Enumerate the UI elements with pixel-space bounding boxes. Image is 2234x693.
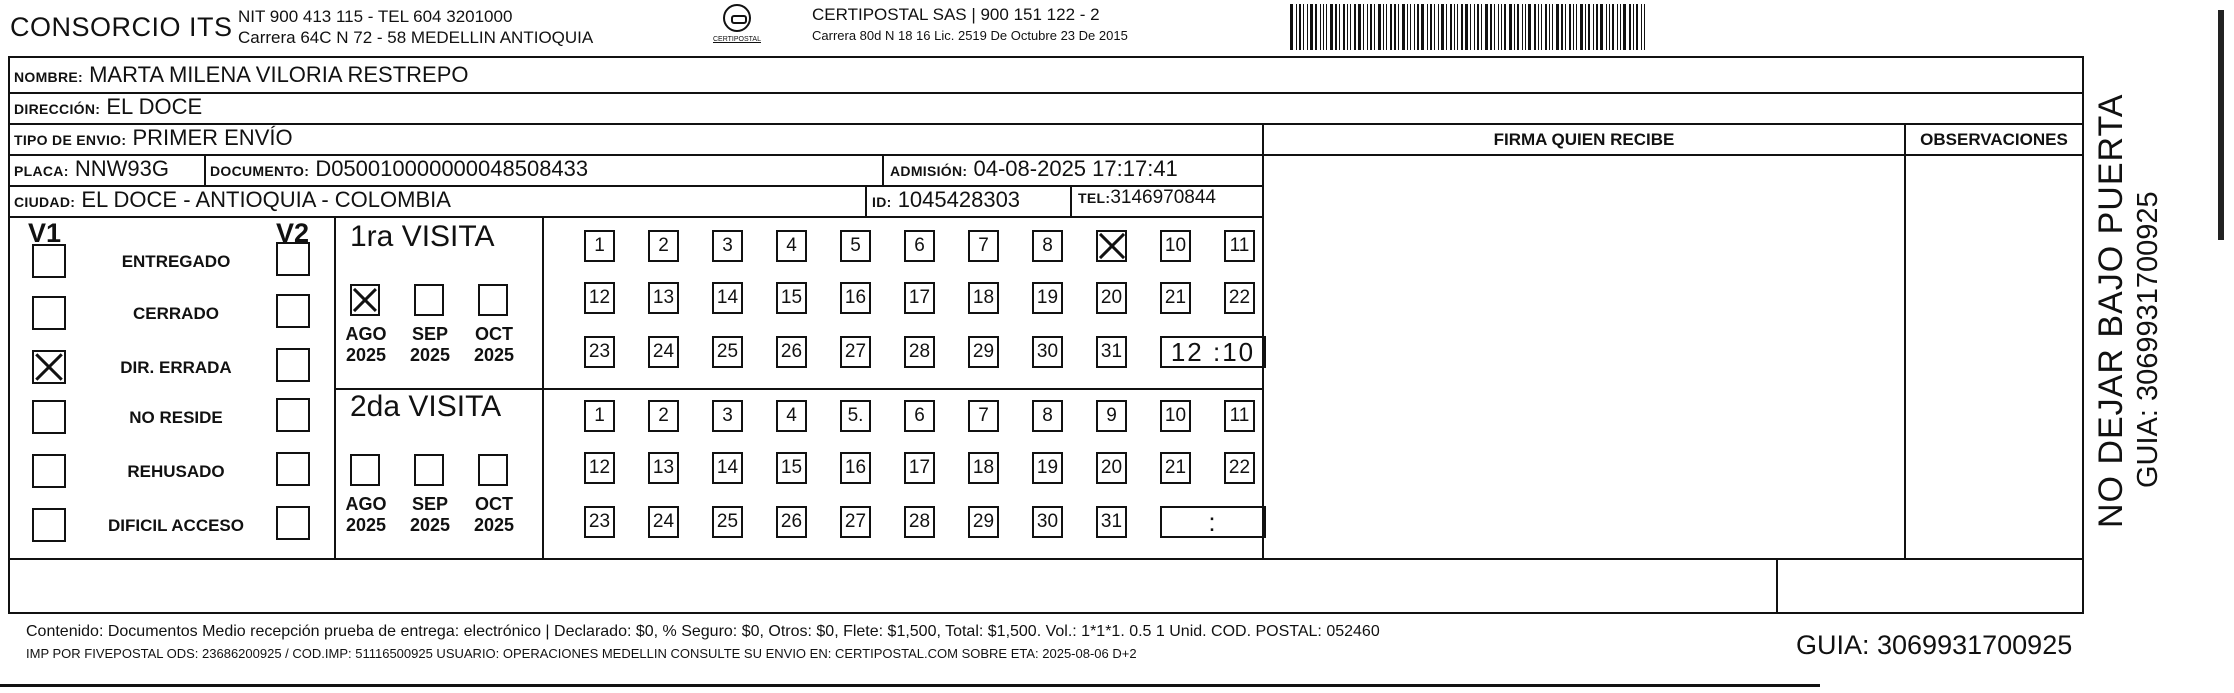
day-box[interactable]: 22 <box>1224 282 1255 314</box>
barcode-bar <box>1541 4 1542 50</box>
no-dejar-notice: NO DEJAR BAJO PUERTA <box>2092 93 2130 528</box>
nombre-label: NOMBRE: <box>14 69 83 85</box>
barcode-bar <box>1378 4 1381 50</box>
tipo-envio-value: PRIMER ENVÍO <box>132 125 293 150</box>
v2-checkbox[interactable] <box>276 294 310 328</box>
day-box[interactable]: 17 <box>904 282 935 314</box>
barcode-bar <box>1485 4 1488 50</box>
nombre-field <box>14 62 469 88</box>
barcode-bar <box>1390 4 1392 50</box>
barcode-bar <box>1504 4 1506 50</box>
barcode-bar <box>1477 4 1479 50</box>
day-box[interactable]: 10 <box>1160 230 1191 262</box>
placa-label: PLACA: <box>14 163 69 179</box>
v2-checkbox[interactable] <box>276 452 310 486</box>
day-box[interactable]: 11 <box>1224 230 1255 262</box>
documento-value: D050010000000048508433 <box>315 156 589 181</box>
status-label: DIR. ERRADA <box>120 358 232 377</box>
barcode-bar <box>1522 4 1523 50</box>
day-box[interactable]: 18 <box>968 282 999 314</box>
barcode-bar <box>1350 4 1351 50</box>
barcode-bar <box>1534 4 1536 50</box>
barcode-bar <box>1398 4 1399 50</box>
visit-title: 2da VISITA <box>350 390 502 423</box>
day-box[interactable]: 15 <box>776 282 807 314</box>
tipo-envio-label: TIPO DE ENVIO: <box>14 132 127 148</box>
barcode-bar <box>1461 4 1463 50</box>
barcode-bar <box>1310 4 1313 50</box>
company-name: CONSORCIO ITS <box>10 12 233 42</box>
id-field <box>872 187 1020 213</box>
month-caption <box>466 494 522 536</box>
barcode-bar <box>1538 4 1539 50</box>
month-caption <box>466 324 522 366</box>
day-box[interactable]: 6 <box>904 230 935 262</box>
admision-field <box>890 156 1178 182</box>
col-divider <box>1776 558 1778 612</box>
col-divider <box>542 216 544 558</box>
barcode-bar <box>1430 4 1432 50</box>
barcode-bar <box>1446 4 1447 50</box>
day-box[interactable]: 29 <box>968 336 999 368</box>
status-label: DIFICIL ACCESO <box>107 516 244 535</box>
logo-emblem-icon <box>723 4 751 32</box>
day-box[interactable]: 6 <box>904 400 935 432</box>
day-box[interactable]: 8 <box>1032 230 1063 262</box>
carrier-info <box>812 4 1128 46</box>
barcode-bar <box>1636 4 1638 50</box>
barcode-bar <box>1320 4 1321 50</box>
row-divider <box>1262 154 2082 156</box>
year-label: 2025 <box>409 515 451 535</box>
barcode-bar <box>1354 4 1356 50</box>
barcode-bar <box>1528 4 1531 50</box>
day-box[interactable]: 18 <box>968 452 999 484</box>
day-box[interactable]: 28 <box>904 506 935 538</box>
day-box[interactable]: 12 <box>584 282 615 314</box>
barcode-bar <box>1585 4 1586 50</box>
month-label: OCT <box>475 324 513 344</box>
barcode-bar <box>1517 4 1519 50</box>
v1-checkbox[interactable] <box>32 400 66 434</box>
barcode-bar <box>1569 4 1571 50</box>
row-divider <box>10 92 2082 94</box>
id-label: ID: <box>872 194 892 210</box>
day-box[interactable]: 19 <box>1032 282 1063 314</box>
barcode-bar <box>1606 4 1607 50</box>
barcode-bar <box>1465 4 1468 50</box>
admision-value: 04-08-2025 17:17:41 <box>973 156 1178 181</box>
day-box[interactable]: 23 <box>584 336 615 368</box>
day-box[interactable]: 24 <box>648 336 679 368</box>
side-notice <box>2086 88 2226 528</box>
month-checkbox[interactable] <box>350 454 380 486</box>
barcode-bar <box>1347 4 1348 50</box>
barcode-bar <box>1383 4 1384 50</box>
barcode-bar <box>1525 4 1526 50</box>
barcode-bar <box>1335 4 1337 50</box>
side-guia-number: GUIA: 3069931700925 <box>2132 191 2164 488</box>
barcode-bar <box>1576 4 1577 50</box>
barcode-bar <box>1427 4 1428 50</box>
id-value: 1045428303 <box>897 187 1021 212</box>
month-checkbox[interactable] <box>414 454 444 486</box>
company-info <box>238 6 593 48</box>
day-box[interactable]: 13 <box>648 452 679 484</box>
day-box[interactable]: 30 <box>1032 336 1063 368</box>
barcode-bar <box>1367 4 1368 50</box>
day-box[interactable]: 1 <box>584 230 615 262</box>
v2-checkbox[interactable] <box>276 398 310 432</box>
barcode-bar <box>1363 4 1364 50</box>
ciudad-value: EL DOCE - ANTIOQUIA - COLOMBIA <box>81 187 451 212</box>
day-box[interactable]: 28 <box>904 336 935 368</box>
v1-checkbox[interactable] <box>32 350 66 384</box>
barcode-bar <box>1414 4 1415 50</box>
tel-field <box>1078 187 1216 209</box>
tel-value: 3146970844 <box>1110 187 1216 208</box>
day-box[interactable]: 21 <box>1160 452 1191 484</box>
barcode-bar <box>1494 4 1495 50</box>
day-box[interactable]: 2 <box>648 400 679 432</box>
year-label: 2025 <box>473 345 515 365</box>
day-box[interactable]: 4 <box>776 400 807 432</box>
day-box[interactable]: 24 <box>648 506 679 538</box>
day-box[interactable]: 23 <box>584 506 615 538</box>
barcode-bar <box>1545 4 1547 50</box>
barcode-bar <box>1498 4 1499 50</box>
tel-label: TEL: <box>1078 190 1111 206</box>
barcode-bar <box>1315 4 1317 50</box>
day-box[interactable]: 26 <box>776 336 807 368</box>
barcode-bar <box>1307 4 1308 50</box>
month-checkbox[interactable] <box>478 454 508 486</box>
day-box[interactable]: 12 <box>584 452 615 484</box>
day-box[interactable]: 30 <box>1032 506 1063 538</box>
documento-field <box>210 156 588 182</box>
barcode-bar <box>1457 4 1458 50</box>
day-box[interactable]: 25 <box>712 336 743 368</box>
ciudad-label: CIUDAD: <box>14 194 76 210</box>
year-label: 2025 <box>345 515 387 535</box>
status-label: ENTREGADO <box>121 252 231 271</box>
month-checkbox[interactable] <box>478 284 508 316</box>
guia-number: GUIA: 3069931700925 <box>1796 630 2073 660</box>
day-box[interactable]: 4 <box>776 230 807 262</box>
barcode-bar <box>1509 4 1512 50</box>
v1-heading: V1 <box>28 218 62 248</box>
barcode-bar <box>1296 4 1297 50</box>
col-divider <box>882 154 884 185</box>
day-box[interactable]: 3 <box>712 230 743 262</box>
carrier-license-line: Carrera 80d N 18 16 Lic. 2519 De Octubre 23 De 2015 <box>812 28 1128 43</box>
day-box[interactable]: 25 <box>712 506 743 538</box>
day-box[interactable] <box>1096 230 1127 262</box>
row-divider <box>10 123 2082 125</box>
barcode-bar <box>1339 4 1340 50</box>
day-box[interactable]: 8 <box>1032 400 1063 432</box>
barcode-bar <box>1370 4 1372 50</box>
barcode-bar <box>1474 4 1475 50</box>
barcode-bar <box>1299 4 1301 50</box>
documento-label: DOCUMENTO: <box>210 163 310 179</box>
day-box[interactable]: 15 <box>776 452 807 484</box>
barcode-bar <box>1588 4 1590 50</box>
logo-text: CERTIPOSTAL <box>713 36 761 43</box>
v2-heading: V2 <box>276 218 310 248</box>
day-box[interactable]: 20 <box>1096 282 1127 314</box>
barcode-bar <box>1501 4 1502 50</box>
month-checkbox[interactable] <box>414 284 444 316</box>
barcode-bar <box>1641 4 1642 50</box>
barcode-bar <box>1407 4 1408 50</box>
col-divider <box>1070 185 1072 216</box>
barcode-bar <box>1573 4 1574 50</box>
barcode-bar <box>1609 4 1610 50</box>
barcode-bar <box>1612 4 1614 50</box>
col-divider <box>865 185 867 216</box>
barcode-bar <box>1438 4 1439 50</box>
barcode-bar <box>1323 4 1324 50</box>
day-box[interactable]: 31 <box>1096 336 1127 368</box>
certipostal-logo <box>705 4 769 52</box>
barcode-bar <box>1644 4 1645 50</box>
day-box[interactable]: 27 <box>840 336 871 368</box>
barcode-bar <box>1454 4 1455 50</box>
barcode-bar <box>1623 4 1626 50</box>
day-box[interactable]: 26 <box>776 506 807 538</box>
nombre-value: MARTA MILENA VILORIA RESTREPO <box>89 62 469 87</box>
day-box[interactable]: 5 <box>840 230 871 262</box>
barcode-bar <box>1617 4 1618 50</box>
visit-time-box[interactable]: 12 :10 <box>1160 336 1266 368</box>
cut-line <box>0 684 1820 687</box>
barcode-bar <box>1394 4 1396 50</box>
barcode-bar <box>1434 4 1435 50</box>
barcode-bar <box>1410 4 1411 50</box>
col-divider <box>1904 123 1906 558</box>
month-caption <box>338 494 394 536</box>
day-box[interactable]: 11 <box>1224 400 1255 432</box>
month-label: OCT <box>475 494 513 514</box>
day-box[interactable]: 7 <box>968 400 999 432</box>
v1-checkbox[interactable] <box>32 508 66 542</box>
barcode-bar <box>1450 4 1452 50</box>
v1-checkbox[interactable] <box>32 244 66 278</box>
placa-field <box>14 156 169 182</box>
month-label: SEP <box>411 494 449 514</box>
col-divider <box>204 154 206 185</box>
day-box[interactable]: 7 <box>968 230 999 262</box>
observaciones-heading: OBSERVACIONES <box>1920 130 2068 149</box>
day-box[interactable]: 9 <box>1096 400 1127 432</box>
tipo-envio-field <box>14 125 293 151</box>
month-checkbox[interactable] <box>350 284 380 316</box>
day-box[interactable]: 27 <box>840 506 871 538</box>
barcode-bar <box>1421 4 1424 50</box>
firma-heading: FIRMA QUIEN RECIBE <box>1493 130 1675 149</box>
day-box[interactable]: 10 <box>1160 400 1191 432</box>
company-address-line: Carrera 64C N 72 - 58 MEDELLIN ANTIOQUIA <box>238 28 594 47</box>
barcode-bar <box>1565 4 1566 50</box>
print-info-line: IMP POR FIVEPOSTAL ODS: 23686200925 / COD.IMP: 51116500925 USUARIO: OPERACIONES MEDELLIN CONSULTE SU ENVIO EN: CERTIPOSTAL.COM SOBRE ETA: 2025-08-06 D+2 <box>26 646 1137 661</box>
day-box[interactable]: 14 <box>712 452 743 484</box>
barcode-bar <box>1330 4 1333 50</box>
day-box[interactable]: 22 <box>1224 452 1255 484</box>
month-label: AGO <box>345 324 387 344</box>
direccion-label: DIRECCIÓN: <box>14 101 101 117</box>
barcode-bar <box>1552 4 1553 50</box>
barcode-bar <box>1441 4 1444 50</box>
barcode-bar <box>1402 4 1405 50</box>
ciudad-field <box>14 187 451 213</box>
barcode-bar <box>1417 4 1419 50</box>
direccion-value: EL DOCE <box>106 94 203 119</box>
day-box[interactable]: 13 <box>648 282 679 314</box>
v1-checkbox[interactable] <box>32 454 66 488</box>
barcode-bar <box>1556 4 1559 50</box>
barcode-bar <box>1596 4 1598 50</box>
barcode-bar <box>1290 4 1293 50</box>
barcode-bar <box>1580 4 1583 50</box>
barcode-bar <box>1386 4 1387 50</box>
barcode-bar <box>1470 4 1471 50</box>
row-divider <box>10 216 1262 218</box>
carrier-name-line: CERTIPOSTAL SAS | 900 151 122 - 2 <box>812 5 1100 24</box>
day-box[interactable]: 29 <box>968 506 999 538</box>
barcode-bar <box>1629 4 1631 50</box>
v2-checkbox[interactable] <box>276 506 310 540</box>
month-label: SEP <box>411 324 449 344</box>
month-caption <box>402 324 458 366</box>
day-box[interactable]: 14 <box>712 282 743 314</box>
day-box[interactable]: 19 <box>1032 452 1063 484</box>
status-label: CERRADO <box>133 304 219 323</box>
day-box[interactable]: 1 <box>584 400 615 432</box>
barcode-bar <box>1549 4 1550 50</box>
barcode-bar <box>1514 4 1515 50</box>
month-label: AGO <box>345 494 387 514</box>
visit-title: 1ra VISITA <box>350 220 495 253</box>
contents-line: Contenido: Documentos Medio recepción prueba de entrega: electrónico | Declarado: $0, % Seguro: $0, Otros: $0, Flete: $1,500, Total: $1,500. Vol.: 1*1*1. 0.5 1 Unid. COD. POSTAL: 052460 <box>26 623 1380 640</box>
barcode-bar <box>1326 4 1327 50</box>
placa-value: NNW93G <box>74 156 169 181</box>
direccion-field <box>14 94 202 120</box>
day-box[interactable]: 20 <box>1096 452 1127 484</box>
barcode-bar <box>1593 4 1594 50</box>
status-label: NO RESIDE <box>129 408 223 427</box>
barcode-bar <box>1620 4 1621 50</box>
v1-checkbox[interactable] <box>32 296 66 330</box>
barcode <box>1290 4 1752 50</box>
scan-edge <box>2218 10 2224 240</box>
barcode-bar <box>1358 4 1361 50</box>
year-label: 2025 <box>473 515 515 535</box>
company-nit-line: NIT 900 413 115 - TEL 604 3201000 <box>238 7 513 26</box>
v2-checkbox[interactable] <box>276 348 310 382</box>
admision-label: ADMISIÓN: <box>890 163 968 179</box>
visit-time-box[interactable]: : <box>1160 506 1266 538</box>
month-caption <box>402 494 458 536</box>
row-divider <box>10 558 2082 560</box>
barcode-bar <box>1600 4 1603 50</box>
barcode-bar <box>1303 4 1304 50</box>
day-box[interactable]: 5. <box>840 400 871 432</box>
v2-checkbox[interactable] <box>276 242 310 276</box>
barcode-bar <box>1633 4 1634 50</box>
day-box[interactable]: 17 <box>904 452 935 484</box>
barcode-bar <box>1481 4 1482 50</box>
barcode-bar <box>1343 4 1345 50</box>
col-divider <box>334 216 336 558</box>
barcode-bar <box>1490 4 1492 50</box>
day-box[interactable]: 3 <box>712 400 743 432</box>
status-label: REHUSADO <box>127 462 225 481</box>
year-label: 2025 <box>409 345 451 365</box>
barcode-bar <box>1561 4 1563 50</box>
day-box[interactable]: 2 <box>648 230 679 262</box>
day-box[interactable]: 21 <box>1160 282 1191 314</box>
day-box[interactable]: 16 <box>840 282 871 314</box>
delivery-form <box>8 56 2084 661</box>
year-label: 2025 <box>345 345 387 365</box>
barcode-bar <box>1374 4 1375 50</box>
month-caption <box>338 324 394 366</box>
day-box[interactable]: 16 <box>840 452 871 484</box>
day-box[interactable]: 31 <box>1096 506 1127 538</box>
